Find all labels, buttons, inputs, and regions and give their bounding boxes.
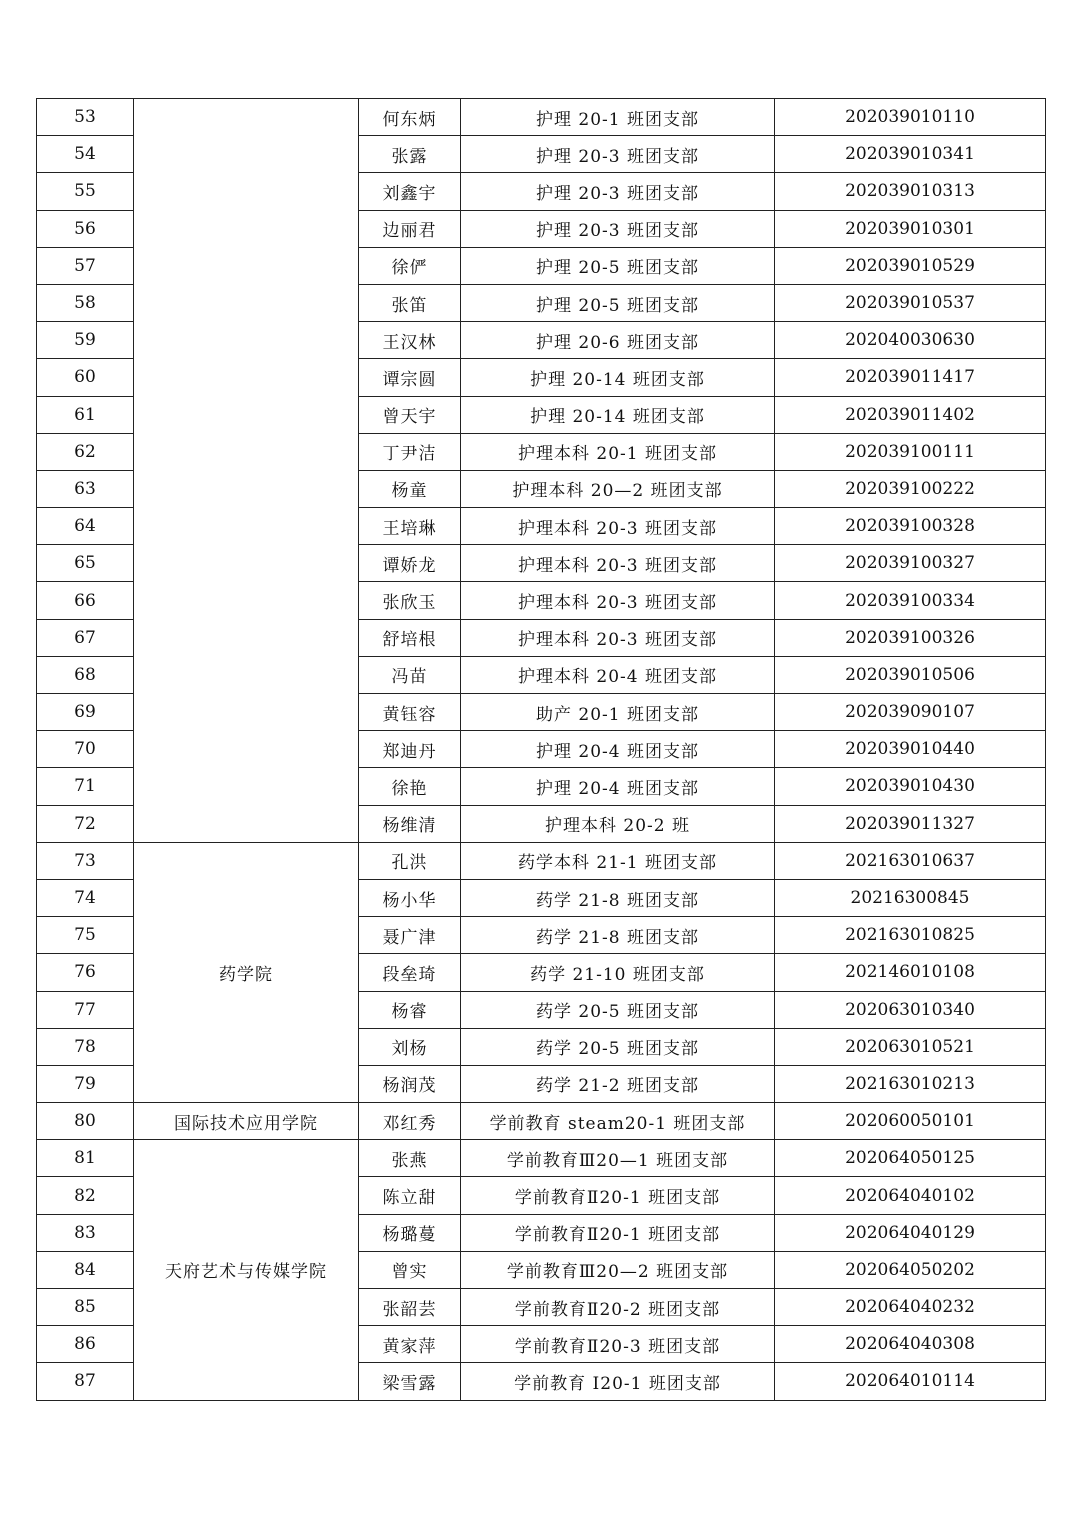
name-cell: 段垒琦 bbox=[359, 954, 461, 991]
branch-cell: 护理 20-14 班团支部 bbox=[461, 359, 775, 396]
row-number-cell: 70 bbox=[37, 731, 134, 768]
name-cell: 张欣玉 bbox=[359, 582, 461, 619]
student-id-cell: 202039010301 bbox=[775, 210, 1046, 247]
student-id-cell: 202060050101 bbox=[775, 1103, 1046, 1140]
student-id-cell: 202039090107 bbox=[775, 694, 1046, 731]
name-cell: 梁雪露 bbox=[359, 1363, 461, 1400]
row-number-cell: 63 bbox=[37, 470, 134, 507]
row-number-cell: 62 bbox=[37, 433, 134, 470]
name-cell: 杨小华 bbox=[359, 879, 461, 916]
college-cell: 国际技术应用学院 bbox=[134, 1103, 359, 1140]
row-number-cell: 87 bbox=[37, 1363, 134, 1400]
member-table-body bbox=[37, 99, 1046, 1401]
branch-cell: 药学 21-10 班团支部 bbox=[461, 954, 775, 991]
branch-cell: 药学 21-8 班团支部 bbox=[461, 917, 775, 954]
row-number-cell: 76 bbox=[37, 954, 134, 991]
branch-cell: 药学 20-5 班团支部 bbox=[461, 1028, 775, 1065]
student-id-cell: 202039011327 bbox=[775, 805, 1046, 842]
student-id-cell: 202064050202 bbox=[775, 1251, 1046, 1288]
row-number-cell: 77 bbox=[37, 991, 134, 1028]
row-number-cell: 56 bbox=[37, 210, 134, 247]
row-number-cell: 57 bbox=[37, 247, 134, 284]
college-cell: 天府艺术与传媒学院 bbox=[134, 1140, 359, 1400]
student-id-cell: 202039010529 bbox=[775, 247, 1046, 284]
name-cell: 陈立甜 bbox=[359, 1177, 461, 1214]
student-id-cell: 202146010108 bbox=[775, 954, 1046, 991]
branch-cell: 护理 20-14 班团支部 bbox=[461, 396, 775, 433]
name-cell: 聂广津 bbox=[359, 917, 461, 954]
row-number-cell: 80 bbox=[37, 1103, 134, 1140]
row-number-cell: 74 bbox=[37, 879, 134, 916]
table-row bbox=[37, 99, 1046, 136]
college-cell bbox=[134, 99, 359, 843]
student-id-cell: 202039010430 bbox=[775, 768, 1046, 805]
name-cell: 徐俨 bbox=[359, 247, 461, 284]
name-cell: 徐艳 bbox=[359, 768, 461, 805]
name-cell: 曾实 bbox=[359, 1251, 461, 1288]
name-cell: 王培琳 bbox=[359, 508, 461, 545]
row-number-cell: 67 bbox=[37, 619, 134, 656]
row-number-cell: 71 bbox=[37, 768, 134, 805]
branch-cell: 护理本科 20-3 班团支部 bbox=[461, 508, 775, 545]
row-number-cell: 68 bbox=[37, 656, 134, 693]
branch-cell: 护理 20-3 班团支部 bbox=[461, 136, 775, 173]
branch-cell: 护理 20-5 班团支部 bbox=[461, 284, 775, 321]
student-id-cell: 202039100327 bbox=[775, 545, 1046, 582]
table-row bbox=[37, 1140, 1046, 1177]
name-cell: 冯苗 bbox=[359, 656, 461, 693]
student-id-cell: 202039011402 bbox=[775, 396, 1046, 433]
branch-cell: 护理本科 20-3 班团支部 bbox=[461, 582, 775, 619]
name-cell: 何东炳 bbox=[359, 99, 461, 136]
name-cell: 张燕 bbox=[359, 1140, 461, 1177]
branch-cell: 护理 20-6 班团支部 bbox=[461, 322, 775, 359]
student-id-cell: 202064010114 bbox=[775, 1363, 1046, 1400]
student-id-cell: 202064040102 bbox=[775, 1177, 1046, 1214]
row-number-cell: 79 bbox=[37, 1065, 134, 1102]
row-number-cell: 60 bbox=[37, 359, 134, 396]
name-cell: 张韶芸 bbox=[359, 1289, 461, 1326]
row-number-cell: 65 bbox=[37, 545, 134, 582]
branch-cell: 护理 20-3 班团支部 bbox=[461, 173, 775, 210]
row-number-cell: 73 bbox=[37, 842, 134, 879]
branch-cell: 学前教育Ⅱ20-2 班团支部 bbox=[461, 1289, 775, 1326]
row-number-cell: 53 bbox=[37, 99, 134, 136]
student-id-cell: 202063010521 bbox=[775, 1028, 1046, 1065]
name-cell: 杨璐蔓 bbox=[359, 1214, 461, 1251]
student-id-cell: 202064050125 bbox=[775, 1140, 1046, 1177]
name-cell: 杨童 bbox=[359, 470, 461, 507]
branch-cell: 学前教育Ⅱ20-1 班团支部 bbox=[461, 1214, 775, 1251]
student-id-cell: 202039010313 bbox=[775, 173, 1046, 210]
student-id-cell: 202039010506 bbox=[775, 656, 1046, 693]
row-number-cell: 55 bbox=[37, 173, 134, 210]
branch-cell: 护理 20-4 班团支部 bbox=[461, 768, 775, 805]
student-id-cell: 202064040129 bbox=[775, 1214, 1046, 1251]
student-id-cell: 202039011417 bbox=[775, 359, 1046, 396]
student-id-cell: 202039010537 bbox=[775, 284, 1046, 321]
student-id-cell: 202039100334 bbox=[775, 582, 1046, 619]
name-cell: 丁尹洁 bbox=[359, 433, 461, 470]
branch-cell: 药学本科 21-1 班团支部 bbox=[461, 842, 775, 879]
row-number-cell: 66 bbox=[37, 582, 134, 619]
name-cell: 边丽君 bbox=[359, 210, 461, 247]
branch-cell: 护理本科 20-4 班团支部 bbox=[461, 656, 775, 693]
name-cell: 刘鑫宇 bbox=[359, 173, 461, 210]
student-id-cell: 202163010825 bbox=[775, 917, 1046, 954]
branch-cell: 护理本科 20—2 班团支部 bbox=[461, 470, 775, 507]
student-id-cell: 202163010637 bbox=[775, 842, 1046, 879]
branch-cell: 学前教育 steam20-1 班团支部 bbox=[461, 1103, 775, 1140]
table-row bbox=[37, 1103, 1046, 1140]
branch-cell: 学前教育Ⅲ20—1 班团支部 bbox=[461, 1140, 775, 1177]
branch-cell: 学前教育 I20-1 班团支部 bbox=[461, 1363, 775, 1400]
name-cell: 杨睿 bbox=[359, 991, 461, 1028]
name-cell: 舒培根 bbox=[359, 619, 461, 656]
row-number-cell: 69 bbox=[37, 694, 134, 731]
branch-cell: 护理本科 20-1 班团支部 bbox=[461, 433, 775, 470]
branch-cell: 护理 20-5 班团支部 bbox=[461, 247, 775, 284]
name-cell: 黄家萍 bbox=[359, 1326, 461, 1363]
row-number-cell: 85 bbox=[37, 1289, 134, 1326]
name-cell: 黄钰容 bbox=[359, 694, 461, 731]
row-number-cell: 64 bbox=[37, 508, 134, 545]
student-id-cell: 202039010440 bbox=[775, 731, 1046, 768]
row-number-cell: 86 bbox=[37, 1326, 134, 1363]
branch-cell: 药学 20-5 班团支部 bbox=[461, 991, 775, 1028]
row-number-cell: 81 bbox=[37, 1140, 134, 1177]
branch-cell: 学前教育Ⅱ20-3 班团支部 bbox=[461, 1326, 775, 1363]
branch-cell: 护理本科 20-3 班团支部 bbox=[461, 545, 775, 582]
student-id-cell: 202040030630 bbox=[775, 322, 1046, 359]
student-id-cell: 20216300845 bbox=[775, 879, 1046, 916]
row-number-cell: 83 bbox=[37, 1214, 134, 1251]
name-cell: 杨维清 bbox=[359, 805, 461, 842]
name-cell: 刘杨 bbox=[359, 1028, 461, 1065]
name-cell: 谭宗圆 bbox=[359, 359, 461, 396]
row-number-cell: 58 bbox=[37, 284, 134, 321]
student-id-cell: 202064040308 bbox=[775, 1326, 1046, 1363]
branch-cell: 护理本科 20-2 班 bbox=[461, 805, 775, 842]
row-number-cell: 54 bbox=[37, 136, 134, 173]
name-cell: 郑迪丹 bbox=[359, 731, 461, 768]
name-cell: 张露 bbox=[359, 136, 461, 173]
branch-cell: 护理 20-4 班团支部 bbox=[461, 731, 775, 768]
student-id-cell: 202163010213 bbox=[775, 1065, 1046, 1102]
student-id-cell: 202063010340 bbox=[775, 991, 1046, 1028]
branch-cell: 助产 20-1 班团支部 bbox=[461, 694, 775, 731]
branch-cell: 护理本科 20-3 班团支部 bbox=[461, 619, 775, 656]
name-cell: 邓红秀 bbox=[359, 1103, 461, 1140]
row-number-cell: 59 bbox=[37, 322, 134, 359]
branch-cell: 学前教育Ⅲ20—2 班团支部 bbox=[461, 1251, 775, 1288]
member-table bbox=[36, 98, 1046, 1401]
table-row bbox=[37, 842, 1046, 879]
student-id-cell: 202039100222 bbox=[775, 470, 1046, 507]
row-number-cell: 78 bbox=[37, 1028, 134, 1065]
student-id-cell: 202064040232 bbox=[775, 1289, 1046, 1326]
name-cell: 王汉林 bbox=[359, 322, 461, 359]
student-id-cell: 202039010341 bbox=[775, 136, 1046, 173]
student-id-cell: 202039100326 bbox=[775, 619, 1046, 656]
name-cell: 张笛 bbox=[359, 284, 461, 321]
branch-cell: 药学 21-2 班团支部 bbox=[461, 1065, 775, 1102]
row-number-cell: 61 bbox=[37, 396, 134, 433]
row-number-cell: 82 bbox=[37, 1177, 134, 1214]
name-cell: 谭娇龙 bbox=[359, 545, 461, 582]
branch-cell: 护理 20-3 班团支部 bbox=[461, 210, 775, 247]
name-cell: 孔洪 bbox=[359, 842, 461, 879]
branch-cell: 药学 21-8 班团支部 bbox=[461, 879, 775, 916]
student-id-cell: 202039100328 bbox=[775, 508, 1046, 545]
branch-cell: 护理 20-1 班团支部 bbox=[461, 99, 775, 136]
student-id-cell: 202039010110 bbox=[775, 99, 1046, 136]
row-number-cell: 75 bbox=[37, 917, 134, 954]
row-number-cell: 84 bbox=[37, 1251, 134, 1288]
branch-cell: 学前教育Ⅱ20-1 班团支部 bbox=[461, 1177, 775, 1214]
row-number-cell: 72 bbox=[37, 805, 134, 842]
student-id-cell: 202039100111 bbox=[775, 433, 1046, 470]
name-cell: 曾天宇 bbox=[359, 396, 461, 433]
college-cell: 药学院 bbox=[134, 842, 359, 1102]
name-cell: 杨润茂 bbox=[359, 1065, 461, 1102]
